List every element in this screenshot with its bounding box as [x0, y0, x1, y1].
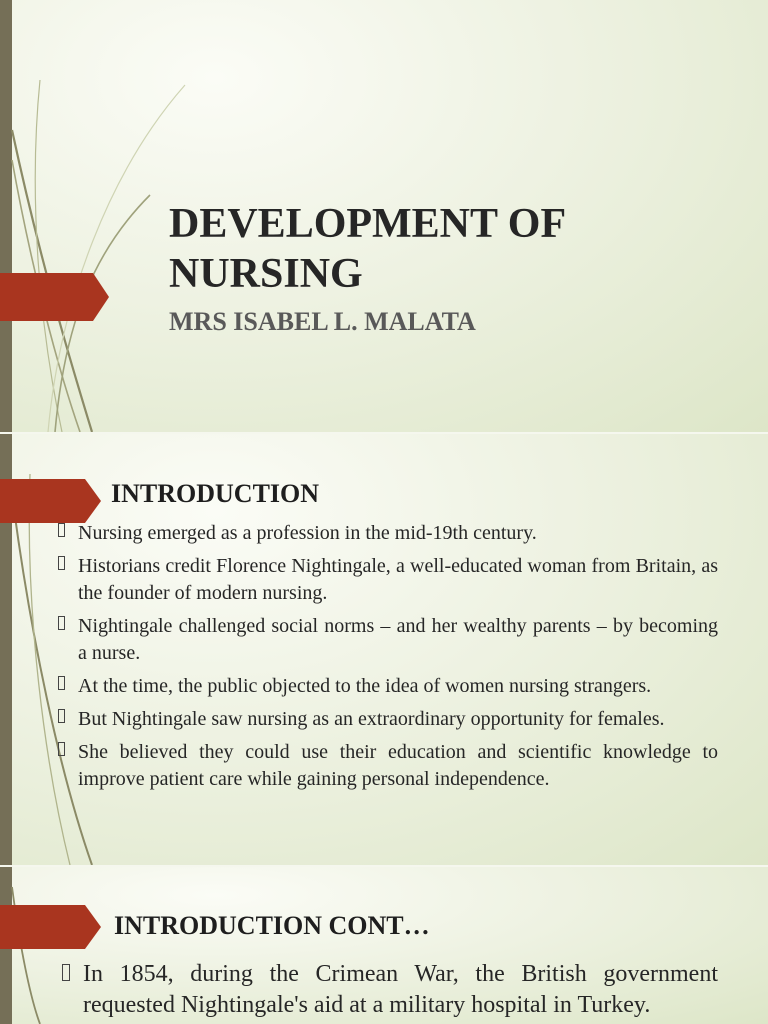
- bullet-icon: [58, 616, 65, 630]
- accent-tag: [0, 905, 101, 949]
- section-heading: INTRODUCTION: [111, 479, 320, 508]
- bullet-text: Historians credit Florence Nightingale, a well-educated woman from Britain, as the founder of modern nursing.: [78, 555, 718, 604]
- bullet-text: Nightingale challenged social norms – and her wealthy parents – by becoming a nurse.: [78, 615, 718, 664]
- slide-title: DEVELOPMENT OF NURSING: [169, 201, 565, 297]
- bullet-text: At the time, the public objected to the idea of women nursing strangers.: [78, 675, 652, 697]
- list-item: [83, 959, 718, 1021]
- slide-subtitle: MRS ISABEL L. MALATA: [169, 307, 476, 336]
- bullet-icon: [58, 709, 65, 723]
- bullet-list: [83, 959, 718, 1021]
- accent-tag: [0, 479, 101, 523]
- bullet-text: She believed they could use their education and scientific knowledge to improve patient care while gaining personal independence.: [78, 741, 718, 790]
- bullet-text: But Nightingale saw nursing as an extraordinary opportunity for females.: [78, 708, 665, 730]
- introduction-slide: [0, 434, 768, 865]
- list-item: [78, 613, 718, 667]
- list-item: [78, 673, 718, 700]
- bullet-list: [78, 520, 718, 799]
- bullet-text: In 1854, during the Crimean War, the British government requested Nightingale's aid at a military hospital in Turkey.: [83, 961, 718, 1018]
- list-item: [78, 520, 718, 547]
- bullet-icon: [58, 676, 65, 690]
- bullet-text: Nursing emerged as a profession in the mid-19th century.: [78, 522, 537, 544]
- bullet-icon: [58, 523, 65, 537]
- introduction-cont-slide: [0, 867, 768, 1024]
- bullet-icon: [58, 742, 65, 756]
- bullet-icon: [58, 556, 65, 570]
- title-slide: [0, 0, 768, 432]
- list-item: [78, 739, 718, 793]
- list-item: [78, 553, 718, 607]
- accent-tag: [0, 273, 109, 321]
- section-heading: INTRODUCTION CONT…: [114, 911, 430, 940]
- bullet-icon: [62, 964, 70, 981]
- list-item: [78, 706, 718, 733]
